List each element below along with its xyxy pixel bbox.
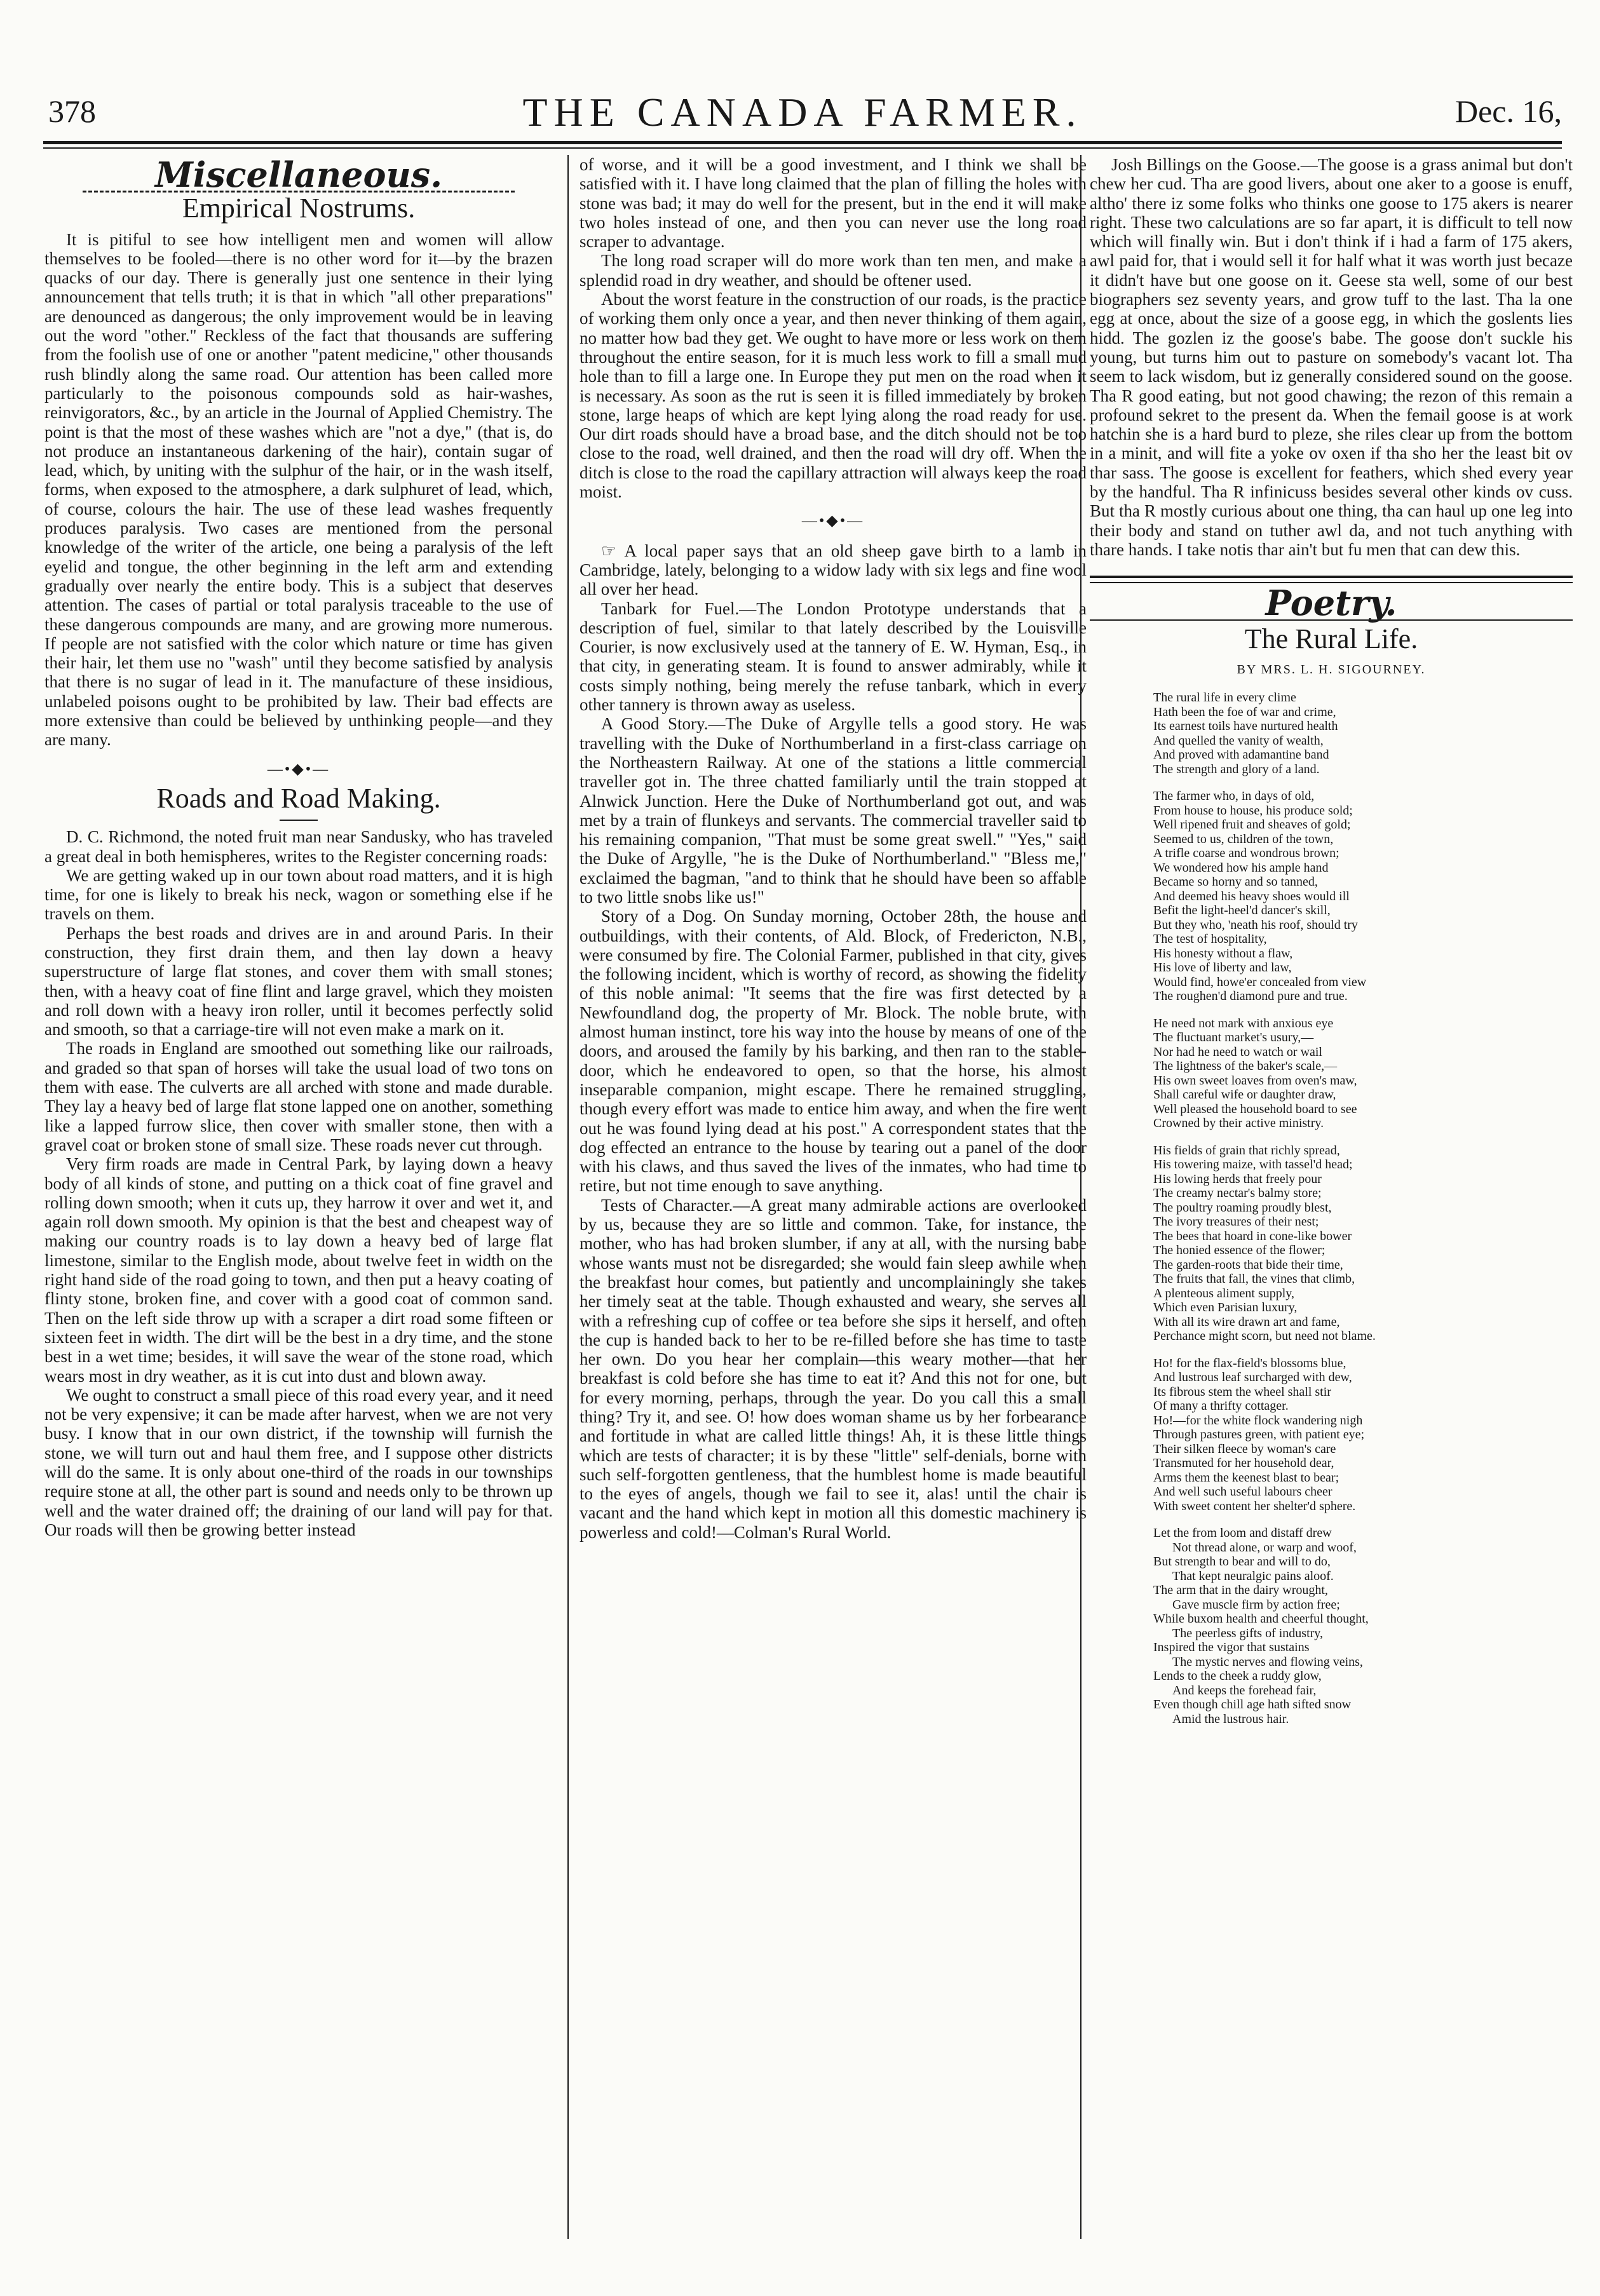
poem-line: The test of hospitality, — [1153, 932, 1267, 947]
poem-line: Amid the lustrous hair. — [1172, 1712, 1289, 1726]
poem-line: And quelled the vanity of wealth, — [1153, 733, 1324, 748]
poem-line: His honesty without a flaw, — [1153, 946, 1293, 961]
issue-date: Dec. 16, — [1455, 93, 1562, 129]
poem-line: The ivory treasures of their nest; — [1153, 1215, 1319, 1229]
poem-line: The farmer who, in days of old, — [1153, 789, 1315, 804]
poem-line: The roughen'd diamond pure and true. — [1153, 989, 1348, 1004]
paragraph: Tanbark for Fuel.—The London Prototype understands that a description of fuel, similar to that lately described by the Louisville Courier, is now exclusively used at the tannery of E. W. Hyman, Esq., in that city, in generating steam. It is found to answer admirably, while it costs simply nothing, being merely the refuse tanbark, which in every other tannery is thrown away as useless. — [580, 598, 1087, 715]
poem-line: Transmuted for her household dear, — [1153, 1456, 1334, 1471]
article-heading-empirical-nostrums: Empirical Nostrums. — [182, 192, 416, 224]
poem-line: The fruits that fall, the vines that climb, — [1153, 1272, 1355, 1286]
paragraph: The long road scraper will do more work than ten men, and make a splendid road in dry weather, and should be oftener used. — [580, 251, 1087, 290]
poem-stanza — [1153, 1016, 1573, 1131]
poem-line: Gave muscle firm by action free; — [1172, 1597, 1340, 1612]
poem-line: His fields of grain that richly spread, — [1153, 1143, 1340, 1158]
poem-line: A trifle coarse and wondrous brown; — [1153, 846, 1339, 861]
poem-line: The peerless gifts of industry, — [1172, 1626, 1323, 1640]
poem-line: That kept neuralgic pains aloof. — [1172, 1569, 1334, 1583]
poem-line: A plenteous aliment supply, — [1153, 1286, 1295, 1300]
poem-stanza — [1153, 1526, 1573, 1726]
poem-line: Became so horny and so tanned, — [1153, 875, 1318, 889]
column-left — [44, 155, 553, 1539]
poem-line: The fluctuant market's usury,— — [1153, 1030, 1314, 1045]
poem-line: And proved with adamantine band — [1153, 748, 1329, 762]
divider — [1090, 576, 1573, 578]
poem-byline: BY MRS. L. H. SIGOURNEY. — [1237, 662, 1426, 677]
poem-body — [1153, 691, 1573, 1726]
paragraph: About the worst feature in the construction of our roads, is the practice of working them only once a year, and then never thinking of them again, no matter how bad they get. We ought to have more or less work on them throughout the entire season, for it is much less work to fill a small mud hole than to fill a large one. In Europe they put men on the road when it is necessary. As soon as the rut is seen it is filled immediately by broken stone, large heaps of which are kept lying along the road ready for use. Our dirt roads should have a broad base, and the ditch should not be too close to the road, well drained, and then the road will dry off. When the ditch is close to the road the capillary attraction will always keep the road moist. — [580, 290, 1087, 502]
poem-line: With sweet content her shelter'd sphere. — [1153, 1499, 1356, 1513]
poem-line: Befit the light-heel'd dancer's skill, — [1153, 903, 1331, 918]
poem-line: Crowned by their active ministry. — [1153, 1116, 1324, 1131]
poem-line: His own sweet loaves from oven's maw, — [1153, 1073, 1357, 1088]
paragraph: Story of a Dog. On Sunday morning, October 28th, the house and outbuildings, with their contents, of Ald. Block, of Fredericton, N.B., were consumed by fire. The Colonial Farmer, published in that city, gives the following incident, which is worthy of record, as showing the fidelity of this noble animal: "It seems that the fire was first detected by a Newfoundland dog, the property of Mr. Block. The noble brute, with almost human instinct, tore his way into the house by means of one of the doors, and aroused the family by his barking, and then ran to the stable-door, which he endeavored to open, so that the horse, his almost inseparable companion, might escape. There he remained struggling, though every effort was made to entice him away, and when the fire went out he was found lying dead at his post." A correspondent states that the dog effected an entrance to the house by tearing out a panel of the door with his claws, and thus saved the lives of the inmates, who had time to retire, but not time enough to save anything. — [580, 907, 1087, 1196]
poem-line: And keeps the forehead fair, — [1172, 1683, 1317, 1698]
poem-stanza — [1153, 1356, 1573, 1514]
paragraph: It is pitiful to see how intelligent men and women will allow themselves to be fooled—there is no other word for it—by the brazen quacks of our day. There is generally just one sentence in their lying announcement that tells truth; it is that in which "all other preparations" are denounced as dangerous; the only improvement would be in leaving out the word "other." Reckless of the fact that thousands are suffering from the foolish use of one or another "patent medicine," other thousands rush blindly along the same road. Our attention has been called more particularly to the poisonous compounds sold as hair-washes, reinvigorators, &c., by an article in the Journal of Applied Chemistry. The point is that the most of these washes which are "not a dye," (that is, do not produce an instantaneous darkening of the hair), contain sugar of lead, which, by uniting with the sulphur of the hair, or in the wash itself, forms, when exposed to the atmosphere, a dark sulphuret of lead, which, of course, colours the hair. The use of these lead washes frequently produces paralysis. Two cases are mentioned from the personal knowledge of the writer of the article, one being a paralysis of the left eyelid and tongue, the other beginning in the left arm and extending gradually over nearly the entire body. This is a subject that deserves attention. The cases of partial or total paralysis traceable to the use of these dangerous compounds are many, and are growing more numerous. If people are not satisfied with the color which nature or time has given their hair, let them use no "wash" until they become satisfied by analysis that there is no sugar of lead in it. The manufacture of these insidious, unlabeled poisons ought to be prohibited by law. Their bad effects are more extensive than could be believed by unthinking people—and they are many. — [44, 229, 553, 750]
poem-line: Shall careful wife or daughter draw, — [1153, 1088, 1336, 1102]
ornament-divider: —•◆•— — [267, 760, 330, 778]
poem-line: Ho! for the flax-field's blossoms blue, — [1153, 1356, 1346, 1370]
poem-line: The garden-roots that bide their time, — [1153, 1257, 1343, 1272]
poem-line: Even though chill age hath sifted snow — [1153, 1698, 1352, 1712]
paragraph: D. C. Richmond, the noted fruit man near Sandusky, who has traveled a great deal in both hemispheres, writes to the Register concerning roads: — [44, 827, 553, 866]
poem-line: The arm that in the dairy wrought, — [1153, 1583, 1328, 1598]
poem-line: His towering maize, with tassel'd head; — [1153, 1158, 1353, 1172]
poem-line: Nor had he need to watch or wail — [1153, 1044, 1323, 1059]
poem-line: From house to house, his produce sold; — [1153, 803, 1353, 818]
section-heading-miscellaneous: Miscellaneous. — [154, 154, 443, 195]
paragraph: We ought to construct a small piece of this road every year, and it need not be very expensive; it can be made after harvest, when we are not very busy. I know that in our own district, if the township will furnish the stone, we will turn out and haul them free, and I suppose other districts will do the same. It is only about one-third of the roads in our townships require stone at all, the other part is sound and needs only to be thrown up well and the water drained off; the draining of our land will pay for that. Our roads will then be growing better instead — [44, 1385, 553, 1539]
poem-line: The rural life in every clime — [1153, 691, 1296, 705]
poem-line: His love of liberty and law, — [1153, 961, 1292, 975]
poem-line: The honied essence of the flower; — [1153, 1243, 1325, 1258]
poem-stanza — [1153, 1144, 1573, 1344]
poem-line: Not thread alone, or warp and woof, — [1172, 1540, 1357, 1555]
poem-line: Let the from loom and distaff drew — [1153, 1526, 1332, 1541]
poem-line: The strength and glory of a land. — [1153, 762, 1320, 776]
poem-line: With all its wire drawn art and fame, — [1153, 1314, 1340, 1329]
paragraph: Perhaps the best roads and drives are in and around Paris. In their construction, they first drain them, and then lay down a heavy superstructure of large flat stones, and cover them with small stones; then, with a heavy coat of fine flint and large gravel, which they moisten and roll down with a heavy iron roller, until it becomes perfectly solid and smooth, so that a carriage-tire will not even make a mark on it. — [44, 923, 553, 1039]
poem-line: Lends to the cheek a ruddy glow, — [1153, 1669, 1322, 1684]
poem-line: We wondered how his ample hand — [1153, 860, 1329, 875]
paragraph: ☞ A local paper says that an old sheep gave birth to a lamb in Cambridge, lately, belonging to a widow lady with six legs and fine wool all over her head. — [580, 541, 1087, 599]
poem-line: Hath been the foe of war and crime, — [1153, 705, 1336, 719]
poem-line: Would find, howe'er concealed from view — [1153, 975, 1367, 989]
ornament-divider: —•◆•— — [801, 513, 865, 530]
paragraph: Tests of Character.—A great many admirable actions are overlooked by us, because they are so little and common. Take, for instance, the mother, who has had broken slumber, if any at all, with the nursing babe whose wants must not be disregarded; she would fain sleep awhile when the breakfast hour comes, but patiently and uncomplainingly she takes her timely seat at the table. Though exhausted and weary, she serves all with a refreshing cup of coffee or tea before she sips it herself, and often the cup is handed back to her to be re-filled before she has time to taste her own. Do you hear her complain—this weary mother—that her breakfast is cold before she has time to eat it? And this not for one, but for every morning, perhaps, through the year. Do you call this a small thing? Try it, and see. O! how does woman shame us by her forbearance and fortitude in what are called little things! Ah, it is these little things which are tests of character; it is by these "little" self-denials, borne with such self-forgotten gentleness, that the humblest home is made beautiful to the eyes of angels, though we fail to see it, alas! until the chair is vacant and the hand which kept in motion all this domestic machinery is powerless and cold!—Colman's Rural World. — [580, 1195, 1087, 1542]
poem-line: Perchance might scorn, but need not blame. — [1153, 1329, 1376, 1344]
poem-line: The poultry roaming proudly blest, — [1153, 1200, 1332, 1215]
poem-line: Its fibrous stem the wheel shall stir — [1153, 1384, 1331, 1399]
poem-line: The creamy nectar's balmy store; — [1153, 1186, 1322, 1201]
poem-line: Inspired the vigor that sustains — [1153, 1640, 1310, 1655]
poem-stanza — [1153, 789, 1573, 1004]
poem-line: Arms them the keenest blast to bear; — [1153, 1470, 1339, 1485]
newspaper-title: THE CANADA FARMER. — [522, 90, 1083, 135]
paragraph: of worse, and it will be a good investment, and I think we shall be satisfied with it. I have long claimed that the plan of filling the holes with stone was bad; it may do well for the present, but in the end it will make two holes instead of one, and then you can never use the long road scraper to advantage. — [580, 155, 1087, 252]
poem-line: And well such useful labours cheer — [1153, 1485, 1332, 1499]
poem-line: Which even Parisian luxury, — [1153, 1300, 1298, 1315]
paragraph: Very firm roads are made in Central Park, by laying down a heavy body of all kinds of stone, and putting on a thick coat of fine gravel and rolling down smooth; when it cuts up, they harrow it over and wet it, and again roll down smooth. My opinion is that the best and cheapest way of making our country roads is to lay down a heavy bed of large flat limestone, similar to the English mode, about twelve feet in width on the right hand side of the road going to town, and then put a heavy coating of flinty stone, broken fine, and cover with a good coat of common sand. Then on the left side throw up with a scraper a dirt road some fifteen or sixteen feet in width. The dirt will be the best in a dry time, and the stone best in a wet time; besides, it will save the wear of the stone road, which wears most in dry weather, as it is cut into dust and blown away. — [44, 1154, 553, 1386]
poem-line: But they who, 'neath his roof, should try — [1153, 917, 1358, 932]
poem-line: And lustrous leaf surcharged with dew, — [1153, 1370, 1352, 1385]
poem-line: Through pastures green, with patient eye; — [1153, 1428, 1365, 1442]
header-rule — [43, 141, 1562, 144]
poem-line: Its earnest toils have nurtured health — [1153, 719, 1338, 734]
poem-line: Well pleased the household board to see — [1153, 1102, 1357, 1116]
poem-line: But strength to bear and will to do, — [1153, 1555, 1331, 1569]
poem-line: Of many a thrifty cottager. — [1153, 1399, 1289, 1414]
page-header — [43, 89, 1562, 135]
poem-line: The lightness of the baker's scale,— — [1153, 1059, 1338, 1074]
column-middle — [580, 155, 1087, 1542]
column-divider — [567, 155, 569, 2239]
poem-title: The Rural Life. — [1244, 623, 1418, 654]
article-heading-roads: Roads and Road Making. — [156, 782, 441, 814]
poem-stanza — [1153, 691, 1573, 776]
poem-line: He need not mark with anxious eye — [1153, 1016, 1334, 1030]
paragraph: A Good Story.—The Duke of Argylle tells a good story. He was travelling with the Duke of Northumberland in a first-class carriage on the Northeastern Railway. At one of the stations a little commercial traveller got in. The three chatted familiarly until the train stopped at Alnwick Junction. Here the Duke of Northumberland got out, and was met by a train of flunkeys and servants. The commercial traveller said to his remaining companion, "That must be some great swell." "Yes," said the Duke of Argylle, "he is the Duke of Northumberland." "Bless me," exclaimed the bagman, "and to think that he should have been so affable to two little snobs like us!" — [580, 714, 1087, 907]
header-rule-thin — [43, 147, 1562, 149]
poem-line: The bees that hoard in cone-like bower — [1153, 1229, 1352, 1243]
column-right — [1090, 155, 1573, 1739]
poem-line: Seemed to us, children of the town, — [1153, 832, 1334, 846]
paragraph: Josh Billings on the Goose.—The goose is a grass animal but don't chew her cud. Tha are good livers, about one aker to a goose is enuff, altho' there iz some folks who thinks one goose to 175 akers is nearer right. These two calculations are so far apart, it is difficult to tell now which will finally win. But i don't think if i had a farm of 175 akers, awl paid for, that i would sell it for half what it was worth just becaze it didn't have but one goose on it. Geese sta well, some of our best biographers sez seventy years, and grow tuff to the last. Tha la one egg at once, about the size of a goose egg, in which the goslents lies hidd. The gozlen iz the goose's babe. The goose don't suckle his young, but turns him out to pasture on somebody's vacant lot. Tha seem to lack wisdom, but iz generally considered sound on the goose. Tha R good eating, but not good chawing; the rezon of this remain a profound sekret to the present da. When the femail goose is at work hatchin she is a hard burd to pleze, she riles clear up from the bottom in a minit, and will fite a yoke ov oxen if tha sho her the least bit ov thar sass. The goose is excellent for feathers, which shed every year by the handful. Tha R infinicuss besides several other kinds ov cuss. But tha R mostly curious about one thing, tha can haul up one leg into their body and stand on tuther awl da, and not tuch anything with thare hands. I take notis thar ain't but fu men that can dew this. — [1090, 155, 1573, 559]
section-heading-poetry: Poetry. — [1265, 583, 1397, 624]
poem-line: Their silken fleece by woman's care — [1153, 1442, 1336, 1456]
poem-line: His lowing herds that freely pour — [1153, 1172, 1322, 1186]
paragraph: We are getting waked up in our town about road matters, and it is high time, for one is likely to break his neck, wagon or something else if he travels on them. — [44, 865, 553, 924]
paragraph: The roads in England are smoothed out something like our railroads, and graded so that span of horses will take the usual load of two tons on them with ease. The culverts are all arched with stone and made durable. They lay a heavy bed of large flat stone lapped one on another, something like a lapped furrow slice, then cover with smaller stone, then with a gravel coat or broken stone of small size. These roads never cut through. — [44, 1039, 553, 1154]
divider — [280, 820, 318, 821]
poem-line: Ho!—for the white flock wandering nigh — [1153, 1413, 1363, 1428]
poem-line: While buxom health and cheerful thought, — [1153, 1612, 1369, 1626]
page-number: 378 — [48, 93, 96, 129]
poem-line: The mystic nerves and flowing veins, — [1172, 1654, 1363, 1669]
poem-line: Well ripened fruit and sheaves of gold; — [1153, 818, 1351, 832]
poem-line: And deemed his heavy shoes would ill — [1153, 889, 1350, 903]
